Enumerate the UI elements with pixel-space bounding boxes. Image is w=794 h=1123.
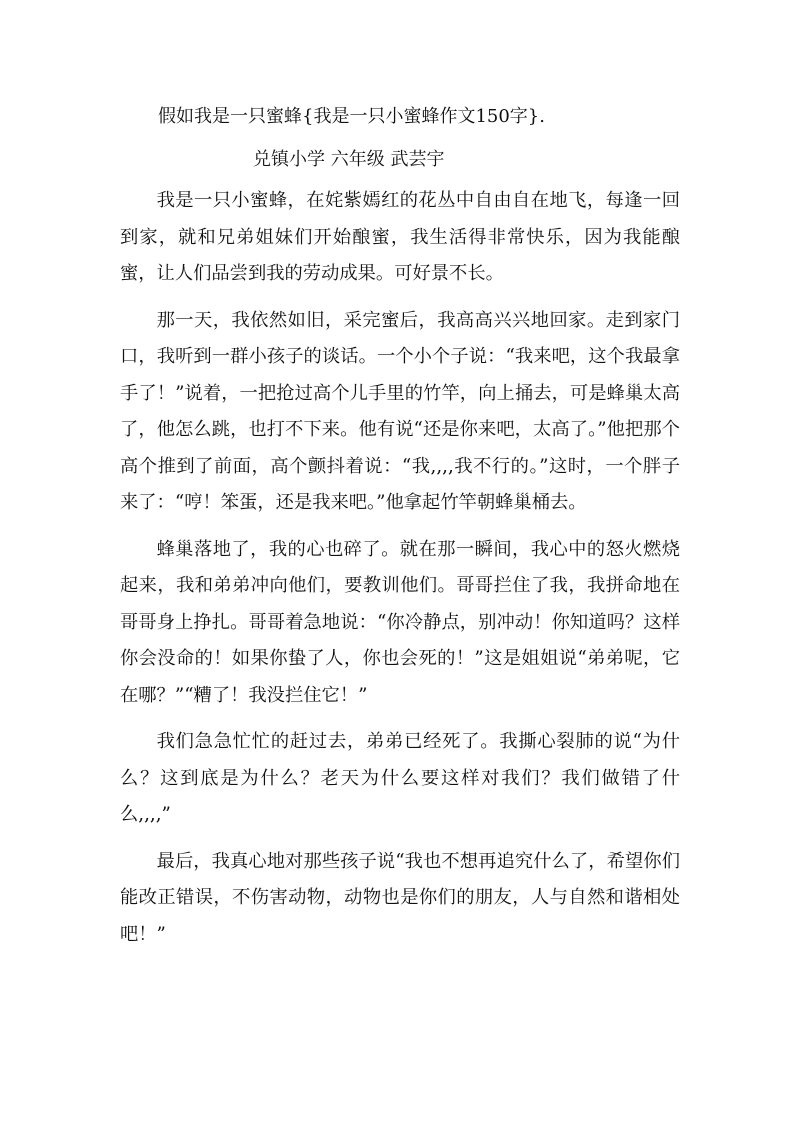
document-title: 假如我是一只蜜蜂{我是一只小蜜蜂作文150字}. xyxy=(158,106,545,127)
paragraph-4: 我们急急忙忙的赶过去，弟弟已经死了。我撕心裂肺的说“为什么？这到底是为什么？老天为什么要这样对我们？我们做错了什么,,,,” xyxy=(120,731,680,825)
paragraph-3: 蜂巢落地了，我的心也碎了。就在那一瞬间，我心中的怒火燃烧起来，我和弟弟冲向他们，要教训他们。哥哥拦住了我，我拼命地在哥哥身上挣扎。哥哥着急地说：“你冷静点，别冲动！你知道吗？这样你会没命的！如果你蛰了人，你也会死的！”这是姐姐说“弟弟呢，它在哪？”“糟了！我没拦住它！” xyxy=(120,538,680,706)
paragraph-1: 我是一只小蜜蜂，在姹紫嫣红的花丛中自由自在地飞，每逢一回到家，就和兄弟姐妹们开始酿蜜，我生活得非常快乐，因为我能酿蜜，让人们品尝到我的劳动成果。可好景不长。 xyxy=(120,190,680,284)
author-byline: 兑镇小学 六年级 武芸宇 xyxy=(253,149,445,170)
paragraph-5: 最后，我真心地对那些孩子说“我也不想再追究什么了，希望你们能改正错误，不伤害动物，动物也是你们的朋友，人与自然和谐相处吧！” xyxy=(120,850,680,945)
essay-body xyxy=(120,183,680,953)
paragraph-2: 那一天，我依然如旧，采完蜜后，我高高兴兴地回家。走到家门口，我听到一群小孩子的谈话。一个小个子说：“我来吧，这个我最拿手了！”说着，一把抢过高个儿手里的竹竿，向上捅去，可是蜂巢太高了，他怎么跳，也打不下来。他有说“还是你来吧，太高了。”他把那个高个推到了前面，高个颤抖着说：“我,,,,我不行的。”这时，一个胖子来了：“哼！笨蛋，还是我来吧。”他拿起竹竿朝蜂巢桶去。 xyxy=(120,309,680,513)
